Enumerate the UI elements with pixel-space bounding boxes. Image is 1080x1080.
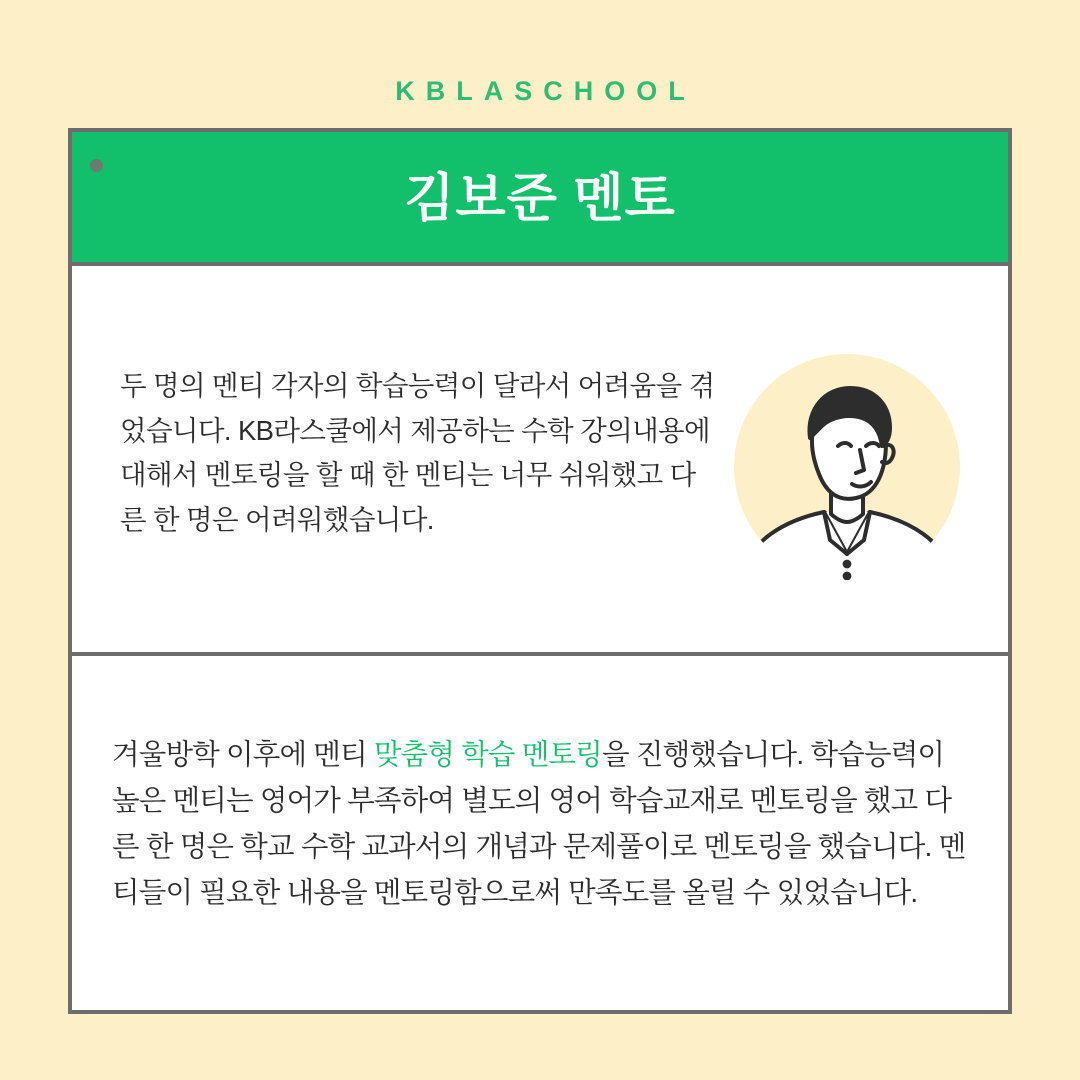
solution-section bbox=[72, 656, 1008, 1010]
mentor-name-title: 김보준 멘토 bbox=[404, 170, 676, 228]
mentor-portrait-icon bbox=[734, 354, 960, 580]
bullet-dot-icon bbox=[90, 159, 103, 172]
solution-text-part1: 겨울방학 이후에 멘티 bbox=[112, 739, 374, 771]
solution-highlight: 맞춤형 학습 멘토링 bbox=[373, 739, 603, 771]
problem-section bbox=[72, 266, 1008, 656]
solution-text bbox=[112, 732, 974, 917]
solution-text-part2: 을 진행했습니다. 학습능력이 높은 멘티는 영어가 부족하여 별도의 영어 학습교재로 멘토링을 했고 다른 한 명은 학교 수학 교과서의 개념과 문제풀이로 멘토링을 했습니다. 멘티들이 필요한 내용을 멘토링함으로써 만족도를 올릴 수 있었습니다. bbox=[112, 739, 966, 910]
card-header bbox=[72, 132, 1008, 266]
content-card bbox=[68, 128, 1012, 1014]
brand-title: KBLASCHOOL bbox=[395, 76, 696, 106]
problem-text: 두 명의 멘티 각자의 학습능력이 달라서 어려움을 겪었습니다. KB라스쿨에서 제공하는 수학 강의내용에 대해서 멘토링을 할 때 한 멘티는 너무 쉬워했고 다른 한 명은 어려워했습니다. bbox=[120, 370, 715, 535]
